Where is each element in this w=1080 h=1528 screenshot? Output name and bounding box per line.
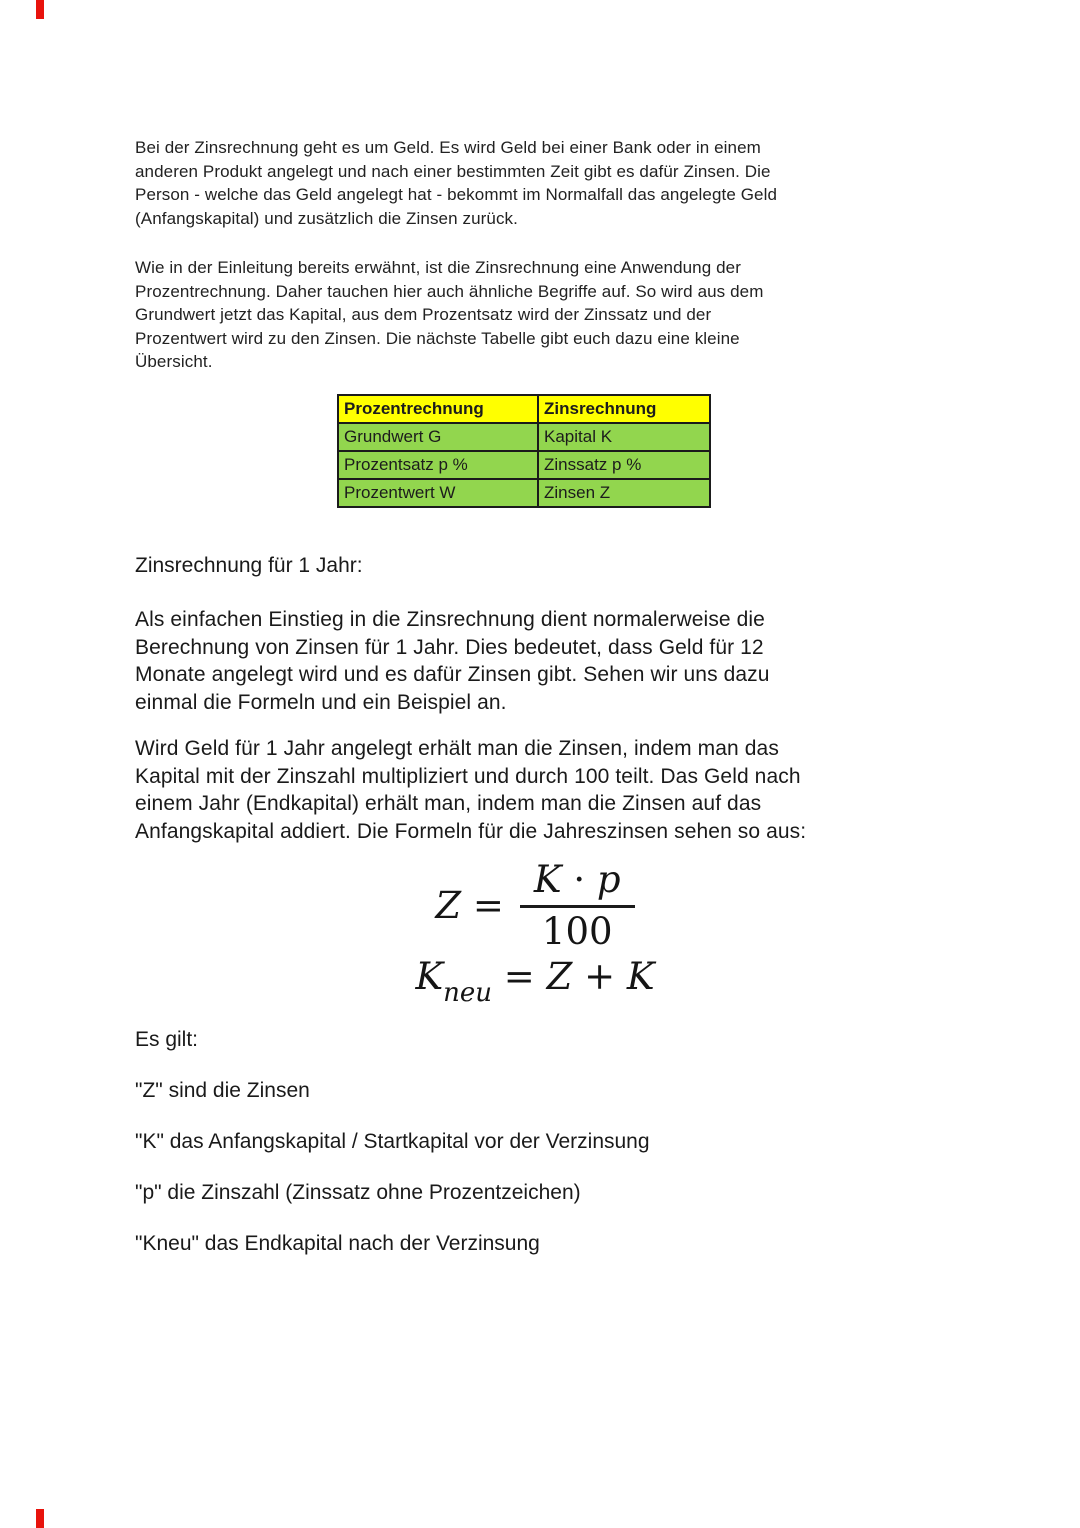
section-paragraph-2: Wird Geld für 1 Jahr angelegt erhält man die Zinsen, indem man das Kapital mit der Zinszahl multipliziert und durch 100 teilt. Das Geld nach einem Jahr (Endkapital) erhält man, indem man die Zinsen auf das Anfangskapital addiert. Die Formeln für die Jahreszinsen sehen so aus: [135, 737, 807, 843]
interest-formula [135, 858, 935, 1009]
formula-fraction [520, 858, 635, 953]
table-cell: Prozentwert W [338, 479, 538, 507]
table-cell: Zinssatz p % [538, 451, 710, 479]
formula-p: p [596, 858, 621, 901]
section-heading: Zinsrechnung für 1 Jahr: [135, 554, 363, 577]
formula-line-2 [135, 955, 935, 1009]
plus-sign: + [584, 955, 616, 998]
formula-subscript-neu: neu [443, 978, 493, 1009]
definitions-list [135, 1026, 965, 1281]
table-cell: Kapital K [538, 423, 710, 451]
red-edge-mark-bottom [36, 1509, 44, 1528]
formula-rhs-z: Z [546, 955, 573, 998]
equals-sign: = [472, 884, 504, 927]
formula-k-base: K [415, 955, 444, 998]
equals-sign: = [503, 955, 535, 998]
red-edge-mark-top [36, 0, 44, 19]
comparison-table [337, 394, 711, 508]
formula-denominator: 100 [520, 905, 635, 953]
definition-z: "Z" sind die Zinsen [135, 1079, 310, 1102]
intro-paragraph-2: Wie in der Einleitung bereits erwähnt, ist die Zinsrechnung eine Anwendung der Prozentrechnung. Daher tauchen hier auch ähnliche Begriffe auf. So wird aus dem Grundwert jetzt das Kapital, aus dem Prozentsatz wird der Zinssatz und der Prozentwert wird zu den Zinsen. Die nächste Tabelle gibt euch dazu eine kleine Übersicht. [135, 258, 764, 371]
table-header-zinsrechnung: Zinsrechnung [538, 395, 710, 423]
formula-rhs-k: K [626, 955, 655, 998]
section-paragraph-1: Als einfachen Einstieg in die Zinsrechnung dient normalerweise die Berechnung von Zinsen für 1 Jahr. Dies bedeutet, dass Geld für 12 Monate angelegt wird und es dafür Zinsen gibt. Sehen wir uns dazu einmal die Formeln und ein Beispiel an. [135, 608, 770, 714]
multiplication-dot: · [573, 858, 586, 901]
table-cell: Grundwert G [338, 423, 538, 451]
table-row [338, 451, 710, 479]
definition-k: "K" das Anfangskapital / Startkapital vor der Verzinsung [135, 1130, 650, 1153]
definition-p: "p" die Zinszahl (Zinssatz ohne Prozentzeichen) [135, 1181, 581, 1204]
formula-z: Z [435, 884, 462, 927]
table-header-row [338, 395, 710, 423]
table-row [338, 479, 710, 507]
formula-k: K [533, 858, 562, 901]
table-row [338, 423, 710, 451]
table-header-prozentrechnung: Prozentrechnung [338, 395, 538, 423]
intro-paragraph-1: Bei der Zinsrechnung geht es um Geld. Es wird Geld bei einer Bank oder in einem anderen Produkt angelegt und nach einer bestimmten Zeit gibt es dafür Zinsen. Die Person - welche das Geld angelegt hat - bekommt im Normalfall das angelegte Geld (Anfangskapital) und zusätzlich die Zinsen zurück. [135, 138, 778, 228]
definitions-intro: Es gilt: [135, 1028, 199, 1051]
table-cell: Zinsen Z [538, 479, 710, 507]
definition-kneu: "Kneu" das Endkapital nach der Verzinsung [135, 1232, 540, 1255]
table-cell: Prozentsatz p % [338, 451, 538, 479]
formula-line-1 [135, 858, 935, 953]
